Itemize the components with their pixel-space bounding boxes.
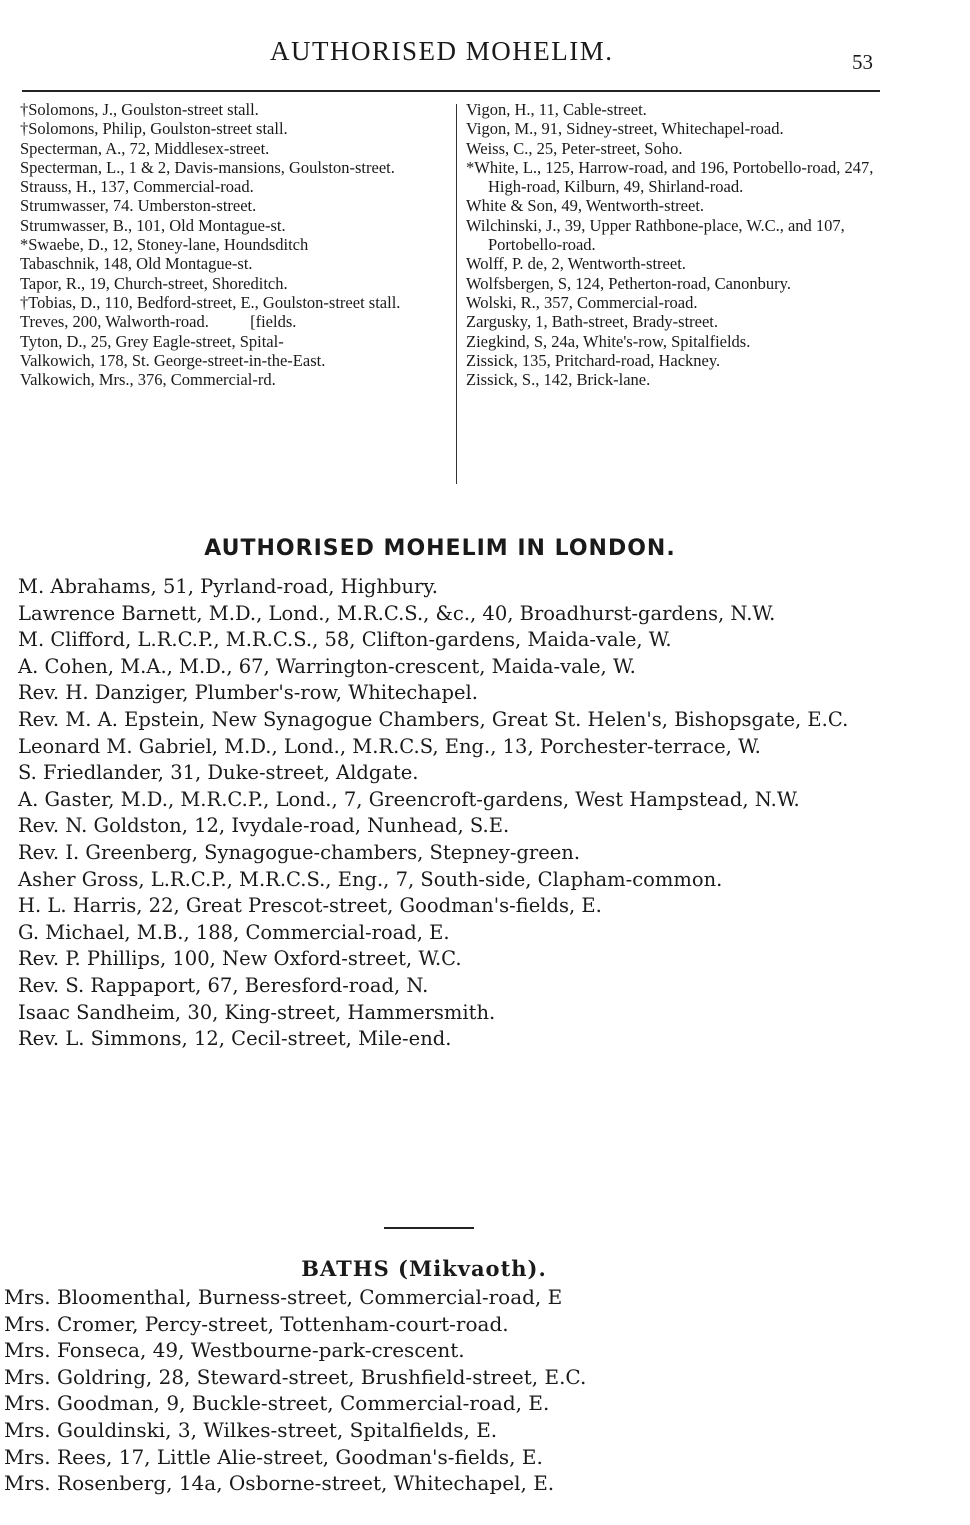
list-item: White & Son, 49, Wentworth-street. xyxy=(466,196,705,216)
list-item: Lawrence Barnett, M.D., Lond., M.R.C.S., &c., 40, Broadhurst-gardens, N.W. xyxy=(18,601,776,625)
list-item: †Solomons, Philip, Goulston-street stall. xyxy=(20,119,288,139)
left-column xyxy=(20,100,454,389)
list-item: Zissick, 135, Pritchard-road, Hackney. xyxy=(466,350,721,370)
two-column-listing xyxy=(10,100,890,490)
list-item: Mrs. Rosenberg, 14a, Osborne-street, Whitechapel, E. xyxy=(4,1471,555,1496)
list-item: Specterman, A., 72, Middlesex-street. xyxy=(20,138,270,158)
list-item: Specterman, L., 1 & 2, Davis-mansions, Goulston-street. xyxy=(20,157,395,177)
list-item: M. Abrahams, 51, Pyrland-road, Highbury. xyxy=(18,575,438,598)
list-item: Leonard M. Gabriel, M.D., Lond., M.R.C.S, Eng., 13, Porchester-terrace, W. xyxy=(18,734,761,758)
list-item: Rev. P. Phillips, 100, New Oxford-street, W.C. xyxy=(18,947,462,971)
list-item: Mrs. Gouldinski, 3, Wilkes-street, Spitalfields, E. xyxy=(4,1417,498,1442)
list-item: Isaac Sandheim, 30, King-street, Hammersmith. xyxy=(18,1000,496,1024)
running-head xyxy=(0,36,900,76)
list-item: A. Cohen, M.A., M.D., 67, Warrington-crescent, Maida-vale, W. xyxy=(18,654,636,678)
list-item: A. Gaster, M.D., M.R.C.P., Lond., 7, Greencroft-gardens, West Hampstead, N.W. xyxy=(18,787,800,811)
list-item: Mrs. Cromer, Percy-street, Tottenham-court-road. xyxy=(4,1311,509,1336)
list-item: Asher Gross, L.R.C.P., M.R.C.S., Eng., 7, South-side, Clapham-common. xyxy=(18,867,723,891)
list-item: Strauss, H., 137, Commercial-road. xyxy=(20,177,254,197)
list-item: Tabaschnik, 148, Old Montague-st. xyxy=(20,254,253,274)
right-column xyxy=(466,100,890,389)
list-item: Valkowich, Mrs., 376, Commercial-rd. xyxy=(20,370,276,390)
mohelim-london-list xyxy=(18,574,858,1053)
list-item: Wolski, R., 357, Commercial-road. xyxy=(466,292,698,312)
list-item: Tapor, R., 19, Church-street, Shoreditch. xyxy=(20,273,288,293)
list-item: Wolfsbergen, S, 124, Petherton-road, Canonbury. xyxy=(466,273,791,293)
list-item: Mrs. Goldring, 28, Steward-street, Brushfield-street, E.C. xyxy=(4,1364,587,1389)
list-item: Rev. H. Danziger, Plumber's-row, Whitechapel. xyxy=(18,681,478,705)
page-number: 53 xyxy=(852,50,873,74)
list-item: Rev. L. Simmons, 12, Cecil-street, Mile-end. xyxy=(18,1027,452,1051)
list-item: Zissick, S., 142, Brick-lane. xyxy=(466,370,651,390)
list-item: M. Clifford, L.R.C.P., M.R.C.S., 58, Clifton-gardens, Maida-vale, W. xyxy=(18,628,672,652)
list-item: G. Michael, M.B., 188, Commercial-road, E. xyxy=(18,920,450,944)
list-item: Rev. I. Greenberg, Synagogue-chambers, Stepney-green. xyxy=(18,840,581,864)
section-title-mohelim-london: AUTHORISED MOHELIM IN LONDON. xyxy=(204,536,676,561)
list-item: †Solomons, J., Goulston-street stall. xyxy=(20,100,259,119)
list-item: Rev. M. A. Epstein, New Synagogue Chambers, Great St. Helen's, Bishopsgate, E.C. xyxy=(18,707,849,731)
column-divider xyxy=(456,104,457,484)
running-title: AUTHORISED MOHELIM. xyxy=(270,36,614,66)
list-item: Rev. N. Goldston, 12, Ivydale-road, Nunhead, S.E. xyxy=(18,814,510,838)
list-item: Weiss, C., 25, Peter-street, Soho. xyxy=(466,138,683,158)
list-item: Mrs. Fonseca, 49, Westbourne-park-crescent. xyxy=(4,1338,465,1363)
list-item: Strumwasser, B., 101, Old Montague-st. xyxy=(20,215,286,235)
list-item: S. Friedlander, 31, Duke-street, Aldgate. xyxy=(18,761,419,785)
list-item: Mrs. Rees, 17, Little Alie-street, Goodman's-fields, E. xyxy=(4,1444,543,1469)
list-item: Rev. S. Rappaport, 67, Beresford-road, N. xyxy=(18,973,429,997)
list-item: Wilchinski, J., 39, Upper Rathbone-place, W.C., and 107, Portobello-road. xyxy=(466,215,845,255)
list-item: Mrs. Bloomenthal, Burness-street, Commercial-road, E xyxy=(4,1285,563,1309)
list-item: Strumwasser, 74. Umberston-street. xyxy=(20,196,257,216)
list-item: Tyton, D., 25, Grey Eagle-street, Spital- xyxy=(20,331,284,351)
list-item: Treves, 200, Walworth-road. [fields. xyxy=(20,312,297,332)
list-item: Vigon, M., 91, Sidney-street, Whitechapel-road. xyxy=(466,119,784,139)
section-title-baths: BATHS (Mikvaoth). xyxy=(301,1256,547,1281)
baths-list xyxy=(4,1284,764,1497)
list-item: H. L. Harris, 22, Great Prescot-street, Goodman's-fields, E. xyxy=(18,894,602,918)
list-item: *Swaebe, D., 12, Stoney-lane, Houndsditch xyxy=(20,235,309,255)
list-item: †Tobias, D., 110, Bedford-street, E., Goulston-street stall. xyxy=(20,292,401,312)
list-item: Vigon, H., 11, Cable-street. xyxy=(466,100,647,119)
list-item: Valkowich, 178, St. George-street-in-the-East. xyxy=(20,350,326,370)
section-divider xyxy=(384,1227,474,1229)
list-item: Mrs. Goodman, 9, Buckle-street, Commercial-road, E. xyxy=(4,1391,550,1416)
header-rule xyxy=(22,90,880,92)
list-item: Zargusky, 1, Bath-street, Brady-street. xyxy=(466,312,719,332)
list-item: Wolff, P. de, 2, Wentworth-street. xyxy=(466,254,686,274)
list-item: Ziegkind, S, 24a, White's-row, Spitalfields. xyxy=(466,331,751,351)
list-item: *White, L., 125, Harrow-road, and 196, Portobello-road, 247, High-road, Kilburn, 49, Shirland-road. xyxy=(466,157,874,197)
